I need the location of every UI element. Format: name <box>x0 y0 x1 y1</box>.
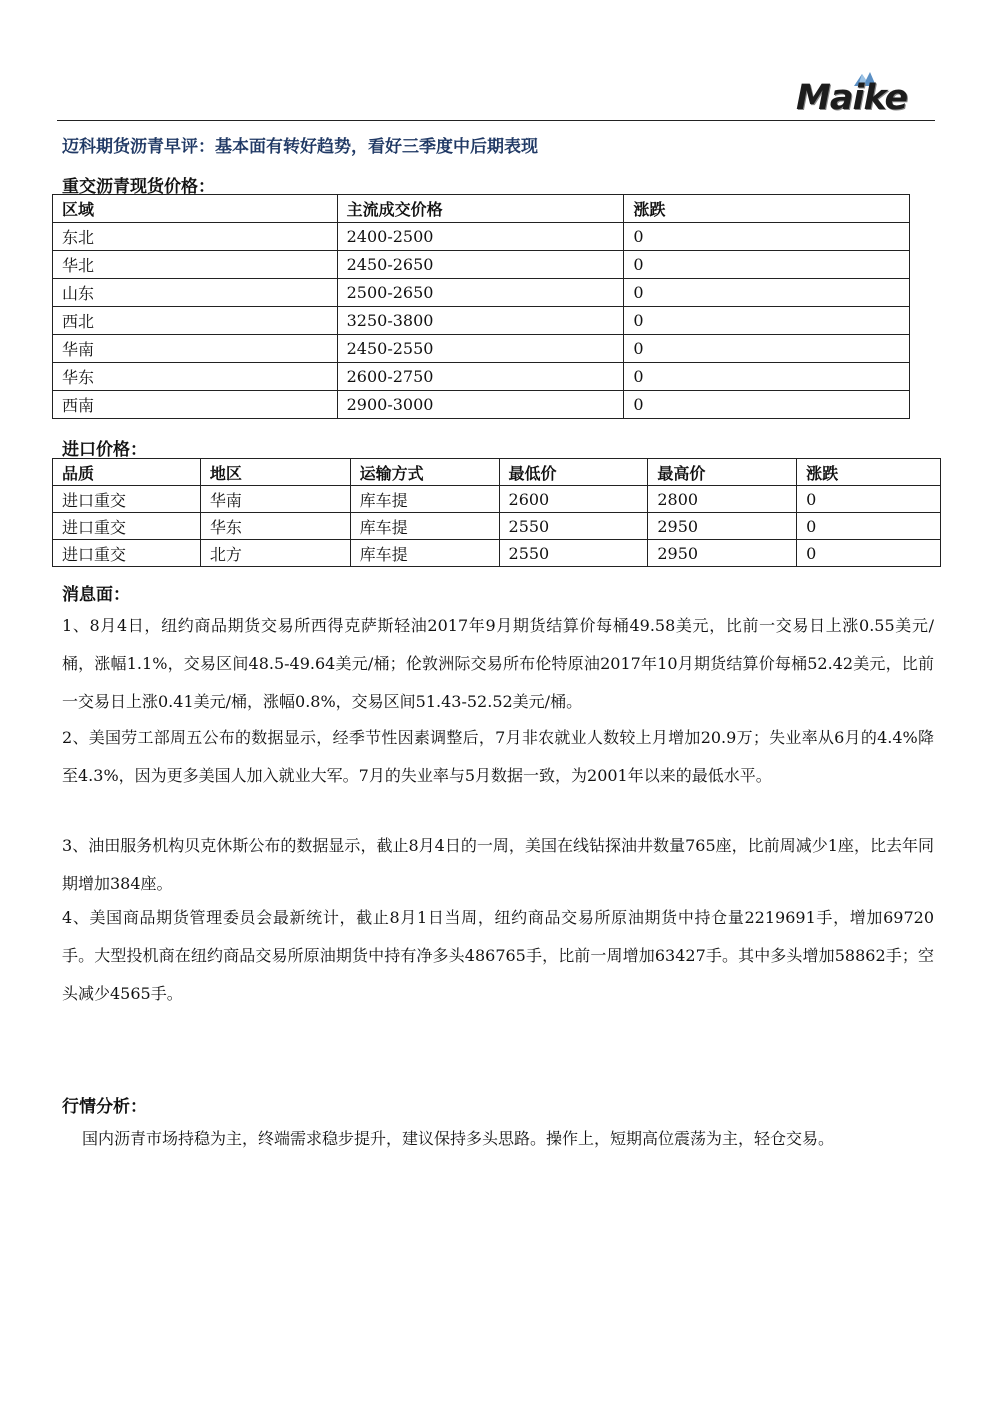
import-table-cell: 进口重交 <box>53 513 201 540</box>
import-table-cell: 2950 <box>648 513 797 540</box>
spot-table-cell: 2450-2650 <box>337 251 624 279</box>
import-table-column-header: 涨跌 <box>797 459 941 486</box>
import-table-column-header: 品质 <box>53 459 201 486</box>
spot-table-cell: 华东 <box>53 363 338 391</box>
spot-price-label: 重交沥青现货价格： <box>62 177 215 197</box>
import-table-column-header: 最低价 <box>499 459 648 486</box>
import-table-column-header: 最高价 <box>648 459 797 486</box>
spot-table-cell: 2400-2500 <box>337 223 624 251</box>
header-divider <box>57 120 935 121</box>
import-table-cell: 2950 <box>648 540 797 567</box>
import-table-cell: 北方 <box>200 540 350 567</box>
news-item-2: 2、美国劳工部周五公布的数据显示，经季节性因素调整后，7月非农就业人数较上月增加20.9万；失业率从6月的4.4%降至4.3%，因为更多美国人加入就业大军。7月的失业率与5月数据一致，为2001年以来的最低水平。 <box>62 728 934 785</box>
import-price-label: 进口价格： <box>62 440 147 460</box>
table-row <box>53 223 910 251</box>
import-table-cell: 库车提 <box>350 486 499 513</box>
import-table-cell: 进口重交 <box>53 540 201 567</box>
logo-text: Maike <box>796 78 908 118</box>
import-table-cell: 0 <box>797 486 941 513</box>
import-table-column-header: 地区 <box>200 459 350 486</box>
spot-table-cell: 西北 <box>53 307 338 335</box>
spot-table-cell: 东北 <box>53 223 338 251</box>
spot-table-cell: 2600-2750 <box>337 363 624 391</box>
spot-table-column-header: 涨跌 <box>624 195 910 223</box>
spot-table-cell: 0 <box>624 307 910 335</box>
news-item-3: 3、油田服务机构贝克休斯公布的数据显示，截止8月4日的一周，美国在线钻探油井数量765座，比前周减少1座，比去年同期增加384座。 <box>62 836 934 893</box>
spot-table-cell: 华南 <box>53 335 338 363</box>
import-table-cell: 进口重交 <box>53 486 201 513</box>
import-table-cell: 华南 <box>200 486 350 513</box>
spot-table-cell: 0 <box>624 391 910 419</box>
analysis-text: 国内沥青市场持稳为主，终端需求稳步提升，建议保持多头思路。操作上，短期高位震荡为主，轻仓交易。 <box>82 1129 835 1148</box>
table-row <box>53 307 910 335</box>
import-table-cell: 库车提 <box>350 540 499 567</box>
import-table-cell: 2600 <box>499 486 648 513</box>
import-table-cell: 2800 <box>648 486 797 513</box>
spot-table-cell: 3250-3800 <box>337 307 624 335</box>
maike-logo <box>790 72 935 120</box>
spot-table-cell: 2500-2650 <box>337 279 624 307</box>
table-row <box>53 486 941 513</box>
spot-table-header-row <box>53 195 910 223</box>
spot-table-cell: 0 <box>624 223 910 251</box>
table-row <box>53 363 910 391</box>
import-table-header-row <box>53 459 941 486</box>
import-table-cell: 华东 <box>200 513 350 540</box>
import-table-cell: 0 <box>797 513 941 540</box>
spot-price-table <box>52 194 910 419</box>
import-price-table <box>52 458 941 567</box>
import-table-cell: 0 <box>797 540 941 567</box>
table-row <box>53 391 910 419</box>
news-item-1: 1、8月4日，纽约商品期货交易所西得克萨斯轻油2017年9月期货结算价每桶49.58美元，比前一交易日上涨0.55美元/桶，涨幅1.1%，交易区间48.5-49.64美元/桶；伦敦洲际交易所布伦特原油2017年10月期货结算价每桶52.42美元，比前一交易日上涨0.41美元/桶，涨幅0.8%，交易区间51.43-52.52美元/桶。 <box>62 616 934 711</box>
import-table-cell: 2550 <box>499 540 648 567</box>
table-row <box>53 540 941 567</box>
spot-table-cell: 0 <box>624 279 910 307</box>
table-row <box>53 251 910 279</box>
analysis-label: 行情分析： <box>62 1097 147 1117</box>
spot-table-cell: 0 <box>624 335 910 363</box>
import-table-cell: 2550 <box>499 513 648 540</box>
document-title: 迈科期货沥青早评：基本面有转好趋势，看好三季度中后期表现 <box>62 137 538 157</box>
spot-table-cell: 0 <box>624 251 910 279</box>
spot-table-cell: 0 <box>624 363 910 391</box>
table-row <box>53 513 941 540</box>
spot-table-cell: 西南 <box>53 391 338 419</box>
import-table-cell: 库车提 <box>350 513 499 540</box>
table-row <box>53 335 910 363</box>
spot-table-column-header: 区域 <box>53 195 338 223</box>
spot-table-cell: 2450-2550 <box>337 335 624 363</box>
spot-table-cell: 2900-3000 <box>337 391 624 419</box>
news-label: 消息面： <box>62 585 130 605</box>
spot-table-cell: 山东 <box>53 279 338 307</box>
news-item-4: 4、美国商品期货管理委员会最新统计，截止8月1日当周，纽约商品交易所原油期货中持仓量2219691手，增加69720手。大型投机商在纽约商品交易所原油期货中持有净多头486765手，比前一周增加63427手。其中多头增加58862手；空头减少4565手。 <box>62 908 934 1003</box>
spot-table-column-header: 主流成交价格 <box>337 195 624 223</box>
table-row <box>53 279 910 307</box>
import-table-column-header: 运输方式 <box>350 459 499 486</box>
spot-table-cell: 华北 <box>53 251 338 279</box>
